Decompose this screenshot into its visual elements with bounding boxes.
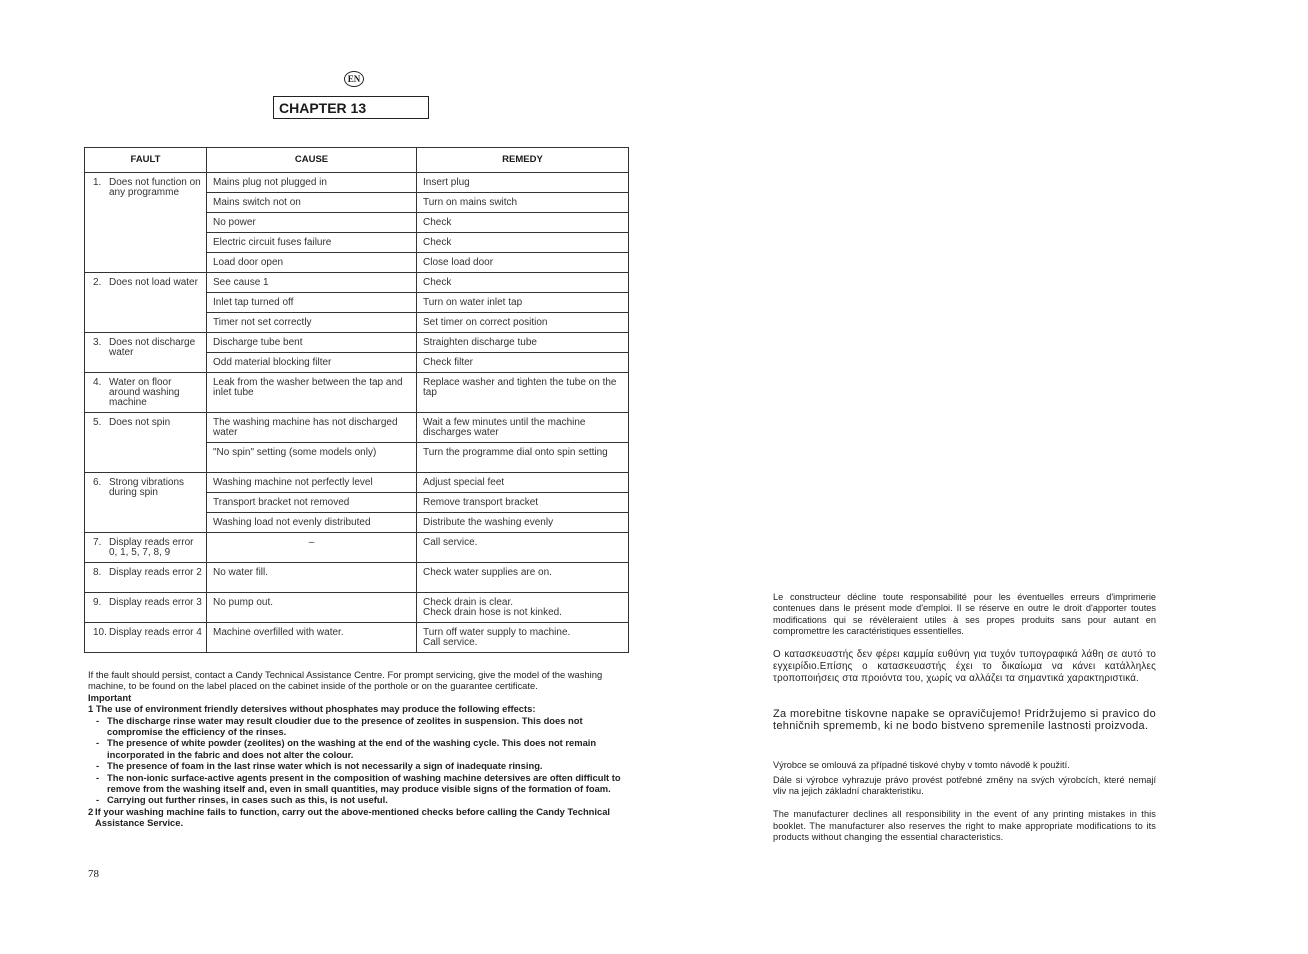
cause-cell: Mains plug not plugged in bbox=[207, 173, 417, 193]
table-row bbox=[85, 563, 629, 593]
cause-cell: Timer not set correctly bbox=[207, 313, 417, 333]
cause-cell: Odd material blocking filter bbox=[207, 353, 417, 373]
remedy-cell: Check drain is clear. Check drain hose is not kinked. bbox=[417, 593, 629, 623]
remedy-cell: Close load door bbox=[417, 253, 629, 273]
disclaimer-czech-1: Výrobce se omlouvá za případné tiskové chyby v tomto návodě k použití. bbox=[773, 760, 1070, 770]
table-row bbox=[85, 413, 629, 443]
cause-cell: Load door open bbox=[207, 253, 417, 273]
language-badge: EN bbox=[344, 71, 364, 87]
remedy-cell: Remove transport bracket bbox=[417, 493, 629, 513]
disclaimer-slovenian: Za morebitne tiskovne napake se opravičujemo! Pridržujemo si pravico do tehničnih sprememb, ki ne bodo bistveno spremenile lastnosti proizvoda. bbox=[773, 708, 1156, 733]
cause-cell: Transport bracket not removed bbox=[207, 493, 417, 513]
table-row bbox=[85, 373, 629, 413]
remedy-cell: Distribute the washing evenly bbox=[417, 513, 629, 533]
important-heading: Important bbox=[88, 691, 132, 703]
note-item-2: 2 If your washing machine fails to function, carry out the above-mentioned checks before calling the Candy Technical Assistance Service. bbox=[88, 805, 611, 829]
remedy-cell: Turn the programme dial onto spin setting bbox=[417, 443, 629, 473]
cause-cell: Washing load not evenly distributed bbox=[207, 513, 417, 533]
note-bullet: - The discharge rinse water may result cloudier due to the presence of zeolites in suspension. This does not compromise the efficiency of the rinses. bbox=[96, 714, 583, 738]
table-row bbox=[85, 473, 629, 493]
table-row bbox=[85, 593, 629, 623]
disclaimer-english: The manufacturer declines all responsibility in the event of any printing mistakes in this booklet. The manufacturer also reserves the right to make appropriate modifications to its products without changing the essential characteristics. bbox=[773, 809, 1156, 843]
disclaimer-czech-2: Dále si výrobce vyhrazuje právo provést potřebné změny na svých výrobcích, které nemají vliv na jejich základní charakteristiku. bbox=[773, 775, 1156, 797]
notes-section bbox=[88, 669, 628, 829]
cause-cell: Mains switch not on bbox=[207, 193, 417, 213]
fault-cell: 5. Does not spin bbox=[85, 413, 207, 473]
cause-cell: "No spin" setting (some models only) bbox=[207, 443, 417, 473]
remedy-cell: Turn off water supply to machine. Call service. bbox=[417, 623, 629, 653]
note-bullet: - Carrying out further rinses, in cases such as this, is not useful. bbox=[96, 794, 388, 806]
remedy-cell: Turn on water inlet tap bbox=[417, 293, 629, 313]
fault-cell: 8. Display reads error 2 bbox=[85, 563, 207, 593]
cause-cell: Inlet tap turned off bbox=[207, 293, 417, 313]
disclaimer-greek: Ο κατασκευαστής δεν φέρει καμμία ευθύνη για τυχόν τυπογραφικά λάθη σε αυτό το εγχειρίδιο.Επίσης ο κατασκευαστής έχει το δικαίωμα να κάνει κατάλληλες τροποποιήσεις στα προιόντα του, χωρίς να αλλάζει τα σημαντικά χαρακτηριστικά. bbox=[773, 649, 1156, 685]
table-row bbox=[85, 273, 629, 293]
fault-cell: 4. Water on floor around washing machine bbox=[85, 373, 207, 413]
cause-cell: The washing machine has not discharged water bbox=[207, 413, 417, 443]
remedy-cell: Turn on mains switch bbox=[417, 193, 629, 213]
cause-cell: Discharge tube bent bbox=[207, 333, 417, 353]
fault-cell: 1. Does not function on any programme bbox=[85, 173, 207, 273]
cause-cell: Machine overfilled with water. bbox=[207, 623, 417, 653]
remedy-cell: Check bbox=[417, 213, 629, 233]
remedy-cell: Check bbox=[417, 273, 629, 293]
note-item-1: 1 The use of environment friendly detersives without phosphates may produce the following effects: bbox=[88, 703, 536, 715]
fault-cell: 10. Display reads error 4 bbox=[85, 623, 207, 653]
note-bullet: - The presence of foam in the last rinse water which is not necessarily a sign of inadequate rinsing. bbox=[96, 760, 543, 772]
remedy-cell: Straighten discharge tube bbox=[417, 333, 629, 353]
cause-cell: Leak from the washer between the tap and inlet tube bbox=[207, 373, 417, 413]
fault-cell: 6. Strong vibrations during spin bbox=[85, 473, 207, 533]
remedy-cell: Set timer on correct position bbox=[417, 313, 629, 333]
remedy-cell: Call service. bbox=[417, 533, 629, 563]
header-cause: CAUSE bbox=[207, 148, 417, 173]
fault-cell: 7. Display reads error 0, 1, 5, 7, 8, 9 bbox=[85, 533, 207, 563]
remedy-cell: Replace washer and tighten the tube on the tap bbox=[417, 373, 629, 413]
cause-cell: Electric circuit fuses failure bbox=[207, 233, 417, 253]
remedy-cell: Check filter bbox=[417, 353, 629, 373]
cause-cell: Washing machine not perfectly level bbox=[207, 473, 417, 493]
cause-cell: No water fill. bbox=[207, 563, 417, 593]
cause-cell: See cause 1 bbox=[207, 273, 417, 293]
table-row bbox=[85, 173, 629, 193]
chapter-title: CHAPTER 13 bbox=[273, 96, 429, 119]
fault-cell: 2. Does not load water bbox=[85, 273, 207, 333]
troubleshooting-table bbox=[84, 147, 629, 653]
disclaimer-french: Le constructeur décline toute responsabilité pour les éventuelles erreurs d'imprimerie contenues dans le présent mode d'emploi. Il se réserve en outre le droit d'apporter toutes modifications qui se révèleraient utiles à ses propes produits sans pour autant en compromettre les caractéristiques essentielles. bbox=[773, 592, 1156, 637]
note-bullet: - The presence of white powder (zeolites) on the washing at the end of the washing cycle. This does not remain incorporated in the fabric and does not alter the colour. bbox=[96, 737, 597, 760]
remedy-cell: Check water supplies are on. bbox=[417, 563, 629, 593]
table-row bbox=[85, 333, 629, 353]
table-row bbox=[85, 623, 629, 653]
cause-cell: – bbox=[207, 533, 417, 563]
note-bullet: - The non-ionic surface-active agents present in the composition of washing machine detersives are often difficult to remove from the washing itself and, even in small quantities, may produce visible signs of the formation of foam. bbox=[96, 771, 621, 795]
remedy-cell: Adjust special feet bbox=[417, 473, 629, 493]
fault-cell: 9. Display reads error 3 bbox=[85, 593, 207, 623]
remedy-cell: Check bbox=[417, 233, 629, 253]
header-fault: FAULT bbox=[85, 148, 207, 173]
header-remedy: REMEDY bbox=[417, 148, 629, 173]
table-header-row bbox=[85, 148, 629, 173]
cause-cell: No power bbox=[207, 213, 417, 233]
table-row bbox=[85, 533, 629, 563]
cause-cell: No pump out. bbox=[207, 593, 417, 623]
fault-cell: 3. Does not discharge water bbox=[85, 333, 207, 373]
persist-note: If the fault should persist, contact a Candy Technical Assistance Centre. For prompt servicing, give the model of the washing machine, to be found on the label placed on the cabinet inside of the porthole or on the guarantee certificate. bbox=[88, 669, 603, 692]
remedy-cell: Insert plug bbox=[417, 173, 629, 193]
remedy-cell: Wait a few minutes until the machine discharges water bbox=[417, 413, 629, 443]
page-number: 78 bbox=[88, 868, 99, 880]
